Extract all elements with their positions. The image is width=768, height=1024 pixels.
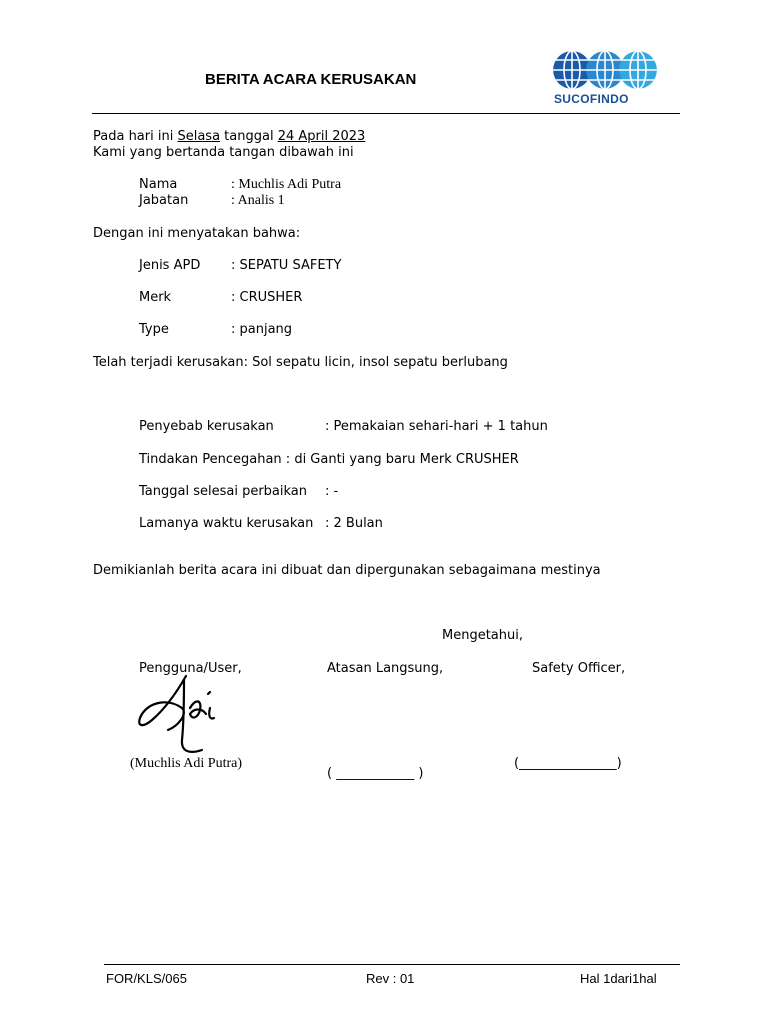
merk-label: Merk <box>139 290 172 305</box>
closing-statement: Demikianlah berita acara ini dibuat dan dipergunakan sebagaimana mestinya <box>93 563 601 578</box>
type-value: : panjang <box>231 322 293 337</box>
nama-label: Nama <box>139 177 178 192</box>
user-sign-label: Pengguna/User, <box>139 661 242 676</box>
logo-text: SUCOFINDO <box>554 92 629 106</box>
nama-value: : Muchlis Adi Putra <box>231 177 342 192</box>
intro-line-1: Pada hari ini Selasa tanggal 24 April 2023 <box>93 129 366 144</box>
lama-kerusakan-label: Lamanya waktu kerusakan <box>139 516 314 531</box>
jenis-apd-value: : SEPATU SAFETY <box>231 258 342 273</box>
penyebab-value: : Pemakaian sehari-hari + 1 tahun <box>325 419 548 434</box>
statement: Dengan ini menyatakan bahwa: <box>93 226 301 241</box>
form-code: FOR/KLS/065 <box>106 971 187 986</box>
penyebab-label: Penyebab kerusakan <box>139 419 274 434</box>
tindakan-line: Tindakan Pencegahan : di Ganti yang baru Merk CRUSHER <box>139 452 519 467</box>
page-number: Hal 1dari1hal <box>580 971 657 986</box>
footer-divider <box>104 964 680 965</box>
safety-blank: (_______________) <box>514 756 622 771</box>
header-divider <box>92 113 680 114</box>
date-value: 24 April 2023 <box>277 129 366 144</box>
atasan-sign-label: Atasan Langsung, <box>327 661 444 676</box>
intro-line-2: Kami yang bertanda tangan dibawah ini <box>93 145 354 160</box>
page-title: BERITA ACARA KERUSAKAN <box>205 71 417 88</box>
day-value: Selasa <box>177 129 221 144</box>
globe-logo-icon <box>552 48 658 92</box>
lama-kerusakan-value: : 2 Bulan <box>325 516 383 531</box>
type-label: Type <box>139 322 169 337</box>
tanggal-selesai-value: : - <box>325 484 339 499</box>
safety-sign-label: Safety Officer, <box>532 661 626 676</box>
sucofindo-logo <box>552 48 658 108</box>
jabatan-label: Jabatan <box>139 193 189 208</box>
tanggal-selesai-label: Tanggal selesai perbaikan <box>139 484 308 499</box>
signature-icon <box>128 668 238 768</box>
merk-value: : CRUSHER <box>231 290 303 305</box>
damage-statement: Telah terjadi kerusakan: Sol sepatu licin, insol sepatu berlubang <box>93 355 508 370</box>
user-name: (Muchlis Adi Putra) <box>130 756 242 771</box>
revision: Rev : 01 <box>366 971 415 986</box>
jabatan-value: : Analis 1 <box>231 193 285 208</box>
jenis-apd-label: Jenis APD <box>139 258 201 273</box>
atasan-blank: ( ____________ ) <box>327 766 424 781</box>
mengetahui-label: Mengetahui, <box>442 628 523 643</box>
